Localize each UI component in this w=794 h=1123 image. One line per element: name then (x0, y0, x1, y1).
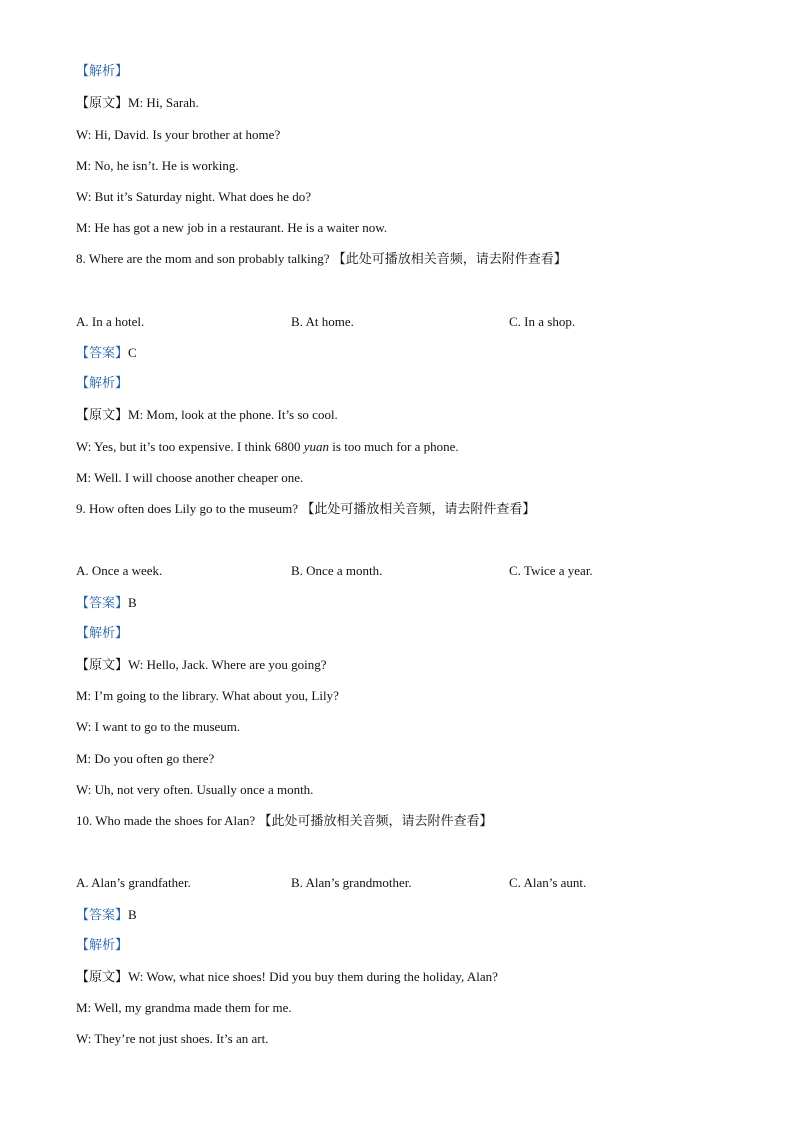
answer-value: B (128, 595, 137, 610)
answer-label: 【答案】 (76, 908, 129, 923)
transcript-line: M: Do you often go there? (76, 751, 215, 766)
option-c: C. Twice a year. (509, 563, 593, 578)
question-10 (76, 813, 492, 830)
transcript-text: W: Yes, but it’s too expensive. I think 6800 (76, 439, 304, 454)
transcript-line (76, 657, 327, 674)
answer-value: B (128, 907, 137, 922)
original-label: 【原文】 (76, 408, 129, 423)
question-text: 9. How often does Lily go to the museum? (76, 501, 299, 516)
transcript-text: M: Hi, Sarah. (128, 95, 199, 110)
audio-hint[interactable]: 【此处可播放相关音频，请去附件查看】 (332, 252, 567, 267)
transcript-line: M: Well. I will choose another cheaper one. (76, 470, 304, 485)
transcript-line: W: Hi, David. Is your brother at home? (76, 127, 281, 142)
answer-line (76, 345, 137, 362)
option-a: A. Alan’s grandfather. (76, 875, 191, 890)
option-b: B. Once a month. (291, 563, 383, 578)
audio-hint[interactable]: 【此处可播放相关音频，请去附件查看】 (301, 502, 536, 517)
transcript-line: W: They’re not just shoes. It’s an art. (76, 1031, 269, 1046)
analysis-label: 【解析】 (76, 626, 129, 641)
answer-line (76, 907, 137, 924)
analysis-label: 【解析】 (76, 376, 129, 391)
transcript-line: M: Well, my grandma made them for me. (76, 1000, 292, 1015)
transcript-italic: yuan (303, 439, 330, 454)
transcript-line (76, 407, 338, 424)
option-b: B. At home. (291, 314, 354, 329)
transcript-line: W: I want to go to the museum. (76, 719, 241, 734)
transcript-line: M: No, he isn’t. He is working. (76, 158, 239, 173)
answer-value: C (128, 345, 137, 360)
option-c: C. Alan’s aunt. (509, 875, 587, 890)
transcript-line: W: Uh, not very often. Usually once a month. (76, 782, 314, 797)
answer-label: 【答案】 (76, 596, 129, 611)
transcript-text: M: Mom, look at the phone. It’s so cool. (128, 407, 338, 422)
option-c: C. In a shop. (509, 314, 576, 329)
answer-line (76, 595, 137, 612)
transcript-line: M: I’m going to the library. What about you, Lily? (76, 688, 339, 703)
question-text: 8. Where are the mom and son probably talking? (76, 251, 330, 266)
transcript-line: W: But it’s Saturday night. What does he do? (76, 189, 312, 204)
question-8 (76, 251, 567, 268)
transcript-line: M: He has got a new job in a restaurant. He is a waiter now. (76, 220, 388, 235)
audio-hint[interactable]: 【此处可播放相关音频，请去附件查看】 (258, 814, 493, 829)
answer-label: 【答案】 (76, 346, 129, 361)
analysis-label: 【解析】 (76, 938, 129, 953)
option-a: A. In a hotel. (76, 314, 145, 329)
option-b: B. Alan’s grandmother. (291, 875, 412, 890)
question-text: 10. Who made the shoes for Alan? (76, 813, 256, 828)
analysis-label: 【解析】 (76, 64, 129, 79)
option-a: A. Once a week. (76, 563, 163, 578)
transcript-line (76, 439, 459, 455)
original-label: 【原文】 (76, 658, 129, 673)
transcript-line (76, 969, 498, 986)
transcript-text: W: Wow, what nice shoes! Did you buy them during the holiday, Alan? (128, 969, 498, 984)
original-label: 【原文】 (76, 970, 129, 985)
transcript-line (76, 95, 199, 112)
question-9 (76, 501, 535, 518)
transcript-text: W: Hello, Jack. Where are you going? (128, 657, 327, 672)
original-label: 【原文】 (76, 96, 129, 111)
transcript-text: is too much for a phone. (329, 439, 459, 454)
